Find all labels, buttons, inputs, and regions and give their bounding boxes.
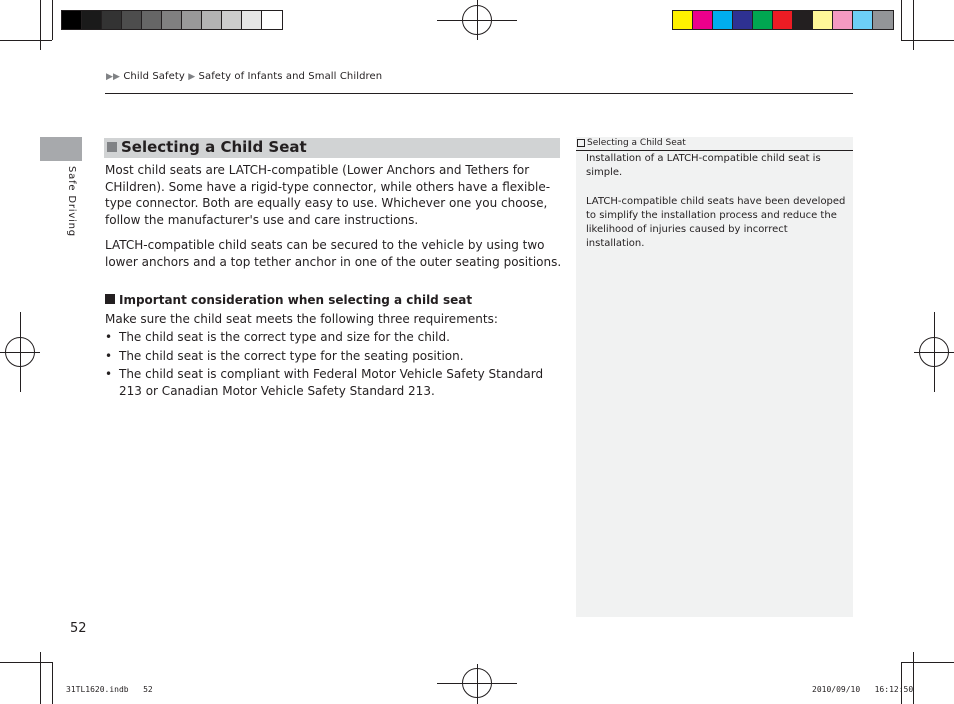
color-swatch [62,11,82,29]
color-swatch [873,11,893,29]
header-rule [105,93,853,94]
page-number: 52 [70,621,87,636]
bullet-dot-icon: • [105,330,113,344]
color-swatch [753,11,773,29]
section-title: Selecting a Child Seat [121,138,307,156]
paragraph: LATCH-compatible child seats can be secured to the vehicle by using two lower anchors and a top tether anchor in one of the outer seating positions. [105,238,562,269]
registration-line [934,312,935,392]
color-swatch [773,11,793,29]
color-swatch [853,11,873,29]
bullet-item [105,329,563,346]
color-swatch [102,11,122,29]
print-slug-file: 31TL1620.indb 52 [66,685,153,694]
color-swatch [162,11,182,29]
crop-mark [901,662,902,704]
bullet-text: The child seat is compliant with Federal Motor Vehicle Safety Standard 213 or Canadian Motor Vehicle Safety Standard 213. [119,367,544,398]
breadcrumb-arrows: ▶▶ [106,72,121,82]
breadcrumb-item-child-safety[interactable]: Child Safety [123,71,185,82]
registration-line [477,0,478,40]
subsection-square-icon [105,294,115,304]
crop-mark [913,652,914,704]
section-square-icon [107,142,117,152]
bullet-text: The child seat is the correct type for the seating position. [119,349,464,363]
color-swatch [833,11,853,29]
crop-mark [901,40,954,41]
chapter-label: Safe Driving [66,166,77,237]
grayscale-bar [61,10,283,30]
color-swatch [122,11,142,29]
color-swatch [82,11,102,29]
breadcrumb-separator: ▶ [188,72,196,82]
side-note-paragraph: Installation of a LATCH-compatible child seat is simple. [586,153,821,178]
side-note-paragraph: LATCH-compatible child seats have been developed to simplify the installation process and reduce the likelihood of injuries caused by incorrect installation. [586,196,846,249]
bullet-item [105,348,563,365]
registration-line [477,664,478,704]
color-swatch [733,11,753,29]
crop-mark [40,652,41,704]
color-swatch [713,11,733,29]
breadcrumb [106,71,382,82]
registration-line [20,312,21,392]
crop-mark [901,0,902,40]
crop-mark [901,662,954,663]
color-bar [672,10,894,30]
print-slug-date: 2010/09/10 16:12:50 [812,685,914,694]
color-swatch [693,11,713,29]
bullet-dot-icon: • [105,349,113,363]
color-swatch [202,11,222,29]
color-swatch [673,11,693,29]
crop-mark [0,40,52,41]
color-swatch [813,11,833,29]
bullet-dot-icon: • [105,367,113,381]
crop-mark [52,662,53,704]
side-note-title: Selecting a Child Seat [587,138,686,148]
paragraph: Most child seats are LATCH-compatible (Lower Anchors and Tethers for CHildren). Some have a rigid-type connector, while others have a flexible-type connector. Both are equally easy to use. Whichever one you choose, follow the manufacturer's use and care instructions. [105,163,551,227]
crop-mark [52,0,53,40]
bullet-item [105,366,563,400]
chapter-tab [40,137,82,161]
crop-mark [0,662,52,663]
side-note-rule [576,150,853,151]
color-swatch [793,11,813,29]
bullet-text: The child seat is the correct type and size for the child. [119,330,450,344]
color-swatch [242,11,262,29]
subsection-title: Important consideration when selecting a child seat [119,293,473,307]
color-swatch [262,11,282,29]
crop-mark [40,0,41,50]
subsection-intro: Make sure the child seat meets the following three requirements: [105,312,498,326]
breadcrumb-item-safety-infants[interactable]: Safety of Infants and Small Children [198,71,383,82]
crop-mark [913,0,914,50]
color-swatch [142,11,162,29]
color-swatch [222,11,242,29]
note-reference-icon [577,139,585,147]
color-swatch [182,11,202,29]
